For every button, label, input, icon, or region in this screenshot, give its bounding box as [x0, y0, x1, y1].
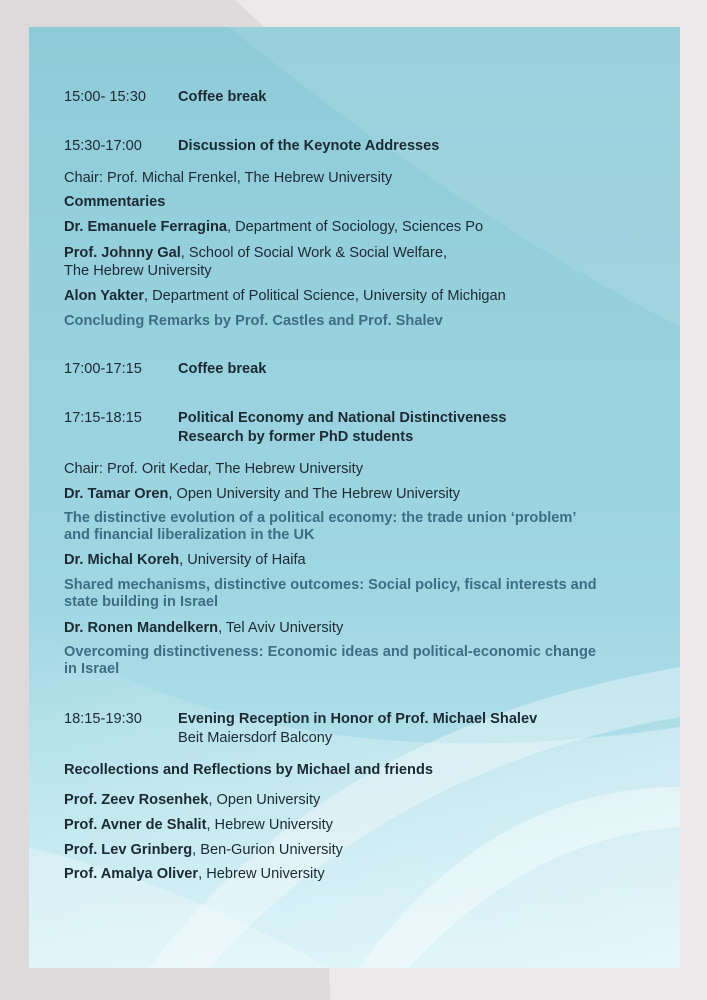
- speaker-name: Dr. Ronen Mandelkern: [64, 620, 219, 636]
- time-slot: 17:15-18:15: [64, 410, 142, 426]
- speaker-affiliation: , School of Social Work & Social Welfare,: [180, 245, 448, 261]
- speaker-affiliation: , Open University: [208, 792, 321, 808]
- speaker-name: Dr. Emanuele Ferragina: [64, 219, 228, 235]
- talk-title-cont: in Israel: [64, 661, 120, 677]
- time-slot: 15:00- 15:30: [64, 89, 146, 105]
- reception-heading: Recollections and Reflections by Michael and friends: [64, 762, 433, 778]
- speaker-name: Prof. Johnny Gal: [64, 245, 181, 261]
- speaker-affiliation: , Tel Aviv University: [218, 620, 344, 636]
- session-location: Beit Maiersdorf Balcony: [178, 730, 333, 746]
- speaker-name: Dr. Tamar Oren: [64, 486, 169, 502]
- session-title: Discussion of the Keynote Addresses: [178, 138, 440, 154]
- time-slot: 15:30-17:00: [64, 138, 142, 154]
- talk-title: Shared mechanisms, distinctive outcomes: Social policy, fiscal interests and: [64, 577, 597, 593]
- speaker-name: Dr. Michal Koreh: [64, 552, 180, 568]
- speaker-affiliation: , Hebrew University: [206, 817, 333, 833]
- session-subtitle: Research by former PhD students: [178, 429, 414, 445]
- speaker-line: [64, 866, 325, 883]
- speaker-affiliation-cont: The Hebrew University: [64, 263, 212, 279]
- chair-line: Chair: Prof. Michal Frenkel, The Hebrew University: [64, 170, 393, 186]
- speaker-affiliation: , Ben-Gurion University: [192, 842, 343, 858]
- talk-title-cont: and financial liberalization in the UK: [64, 527, 315, 543]
- session-title: Coffee break: [178, 361, 267, 377]
- speaker-affiliation: , University of Haifa: [179, 552, 306, 568]
- speaker-line: [64, 620, 343, 637]
- session-title: Evening Reception in Honor of Prof. Michael Shalev: [178, 711, 538, 727]
- speaker-name: Prof. Zeev Rosenhek: [64, 792, 209, 808]
- concluding-remarks: Concluding Remarks by Prof. Castles and Prof. Shalev: [64, 313, 443, 329]
- speaker-line: [64, 817, 333, 834]
- speaker-affiliation: , Hebrew University: [198, 866, 325, 882]
- talk-title-cont: state building in Israel: [64, 594, 219, 610]
- speaker-line: [64, 792, 320, 809]
- speaker-line: [64, 842, 343, 859]
- talk-title: The distinctive evolution of a political economy: the trade union ‘problem’: [64, 510, 577, 526]
- speaker-affiliation: , Department of Political Science, University of Michigan: [144, 288, 506, 304]
- speaker-line: [64, 486, 460, 503]
- session-title: Political Economy and National Distinctiveness: [178, 410, 507, 426]
- speaker-line: [64, 219, 483, 236]
- commentaries-heading: Commentaries: [64, 194, 166, 210]
- talk-title: Overcoming distinctiveness: Economic ideas and political-economic change: [64, 644, 597, 660]
- speaker-name: Prof. Amalya Oliver: [64, 866, 199, 882]
- time-slot: 17:00-17:15: [64, 361, 142, 377]
- speaker-affiliation: , Open University and The Hebrew University: [168, 486, 461, 502]
- session-title: Coffee break: [178, 89, 267, 105]
- speaker-line: [64, 552, 306, 569]
- time-slot: 18:15-19:30: [64, 711, 142, 727]
- speaker-name: Alon Yakter: [64, 288, 145, 304]
- speaker-name: Prof. Avner de Shalit: [64, 817, 207, 833]
- speaker-name: Prof. Lev Grinberg: [64, 842, 193, 858]
- speaker-affiliation: , Department of Sociology, Sciences Po: [227, 219, 484, 235]
- speaker-line: [64, 288, 506, 305]
- chair-line: Chair: Prof. Orit Kedar, The Hebrew University: [64, 461, 364, 477]
- speaker-line: [64, 245, 447, 262]
